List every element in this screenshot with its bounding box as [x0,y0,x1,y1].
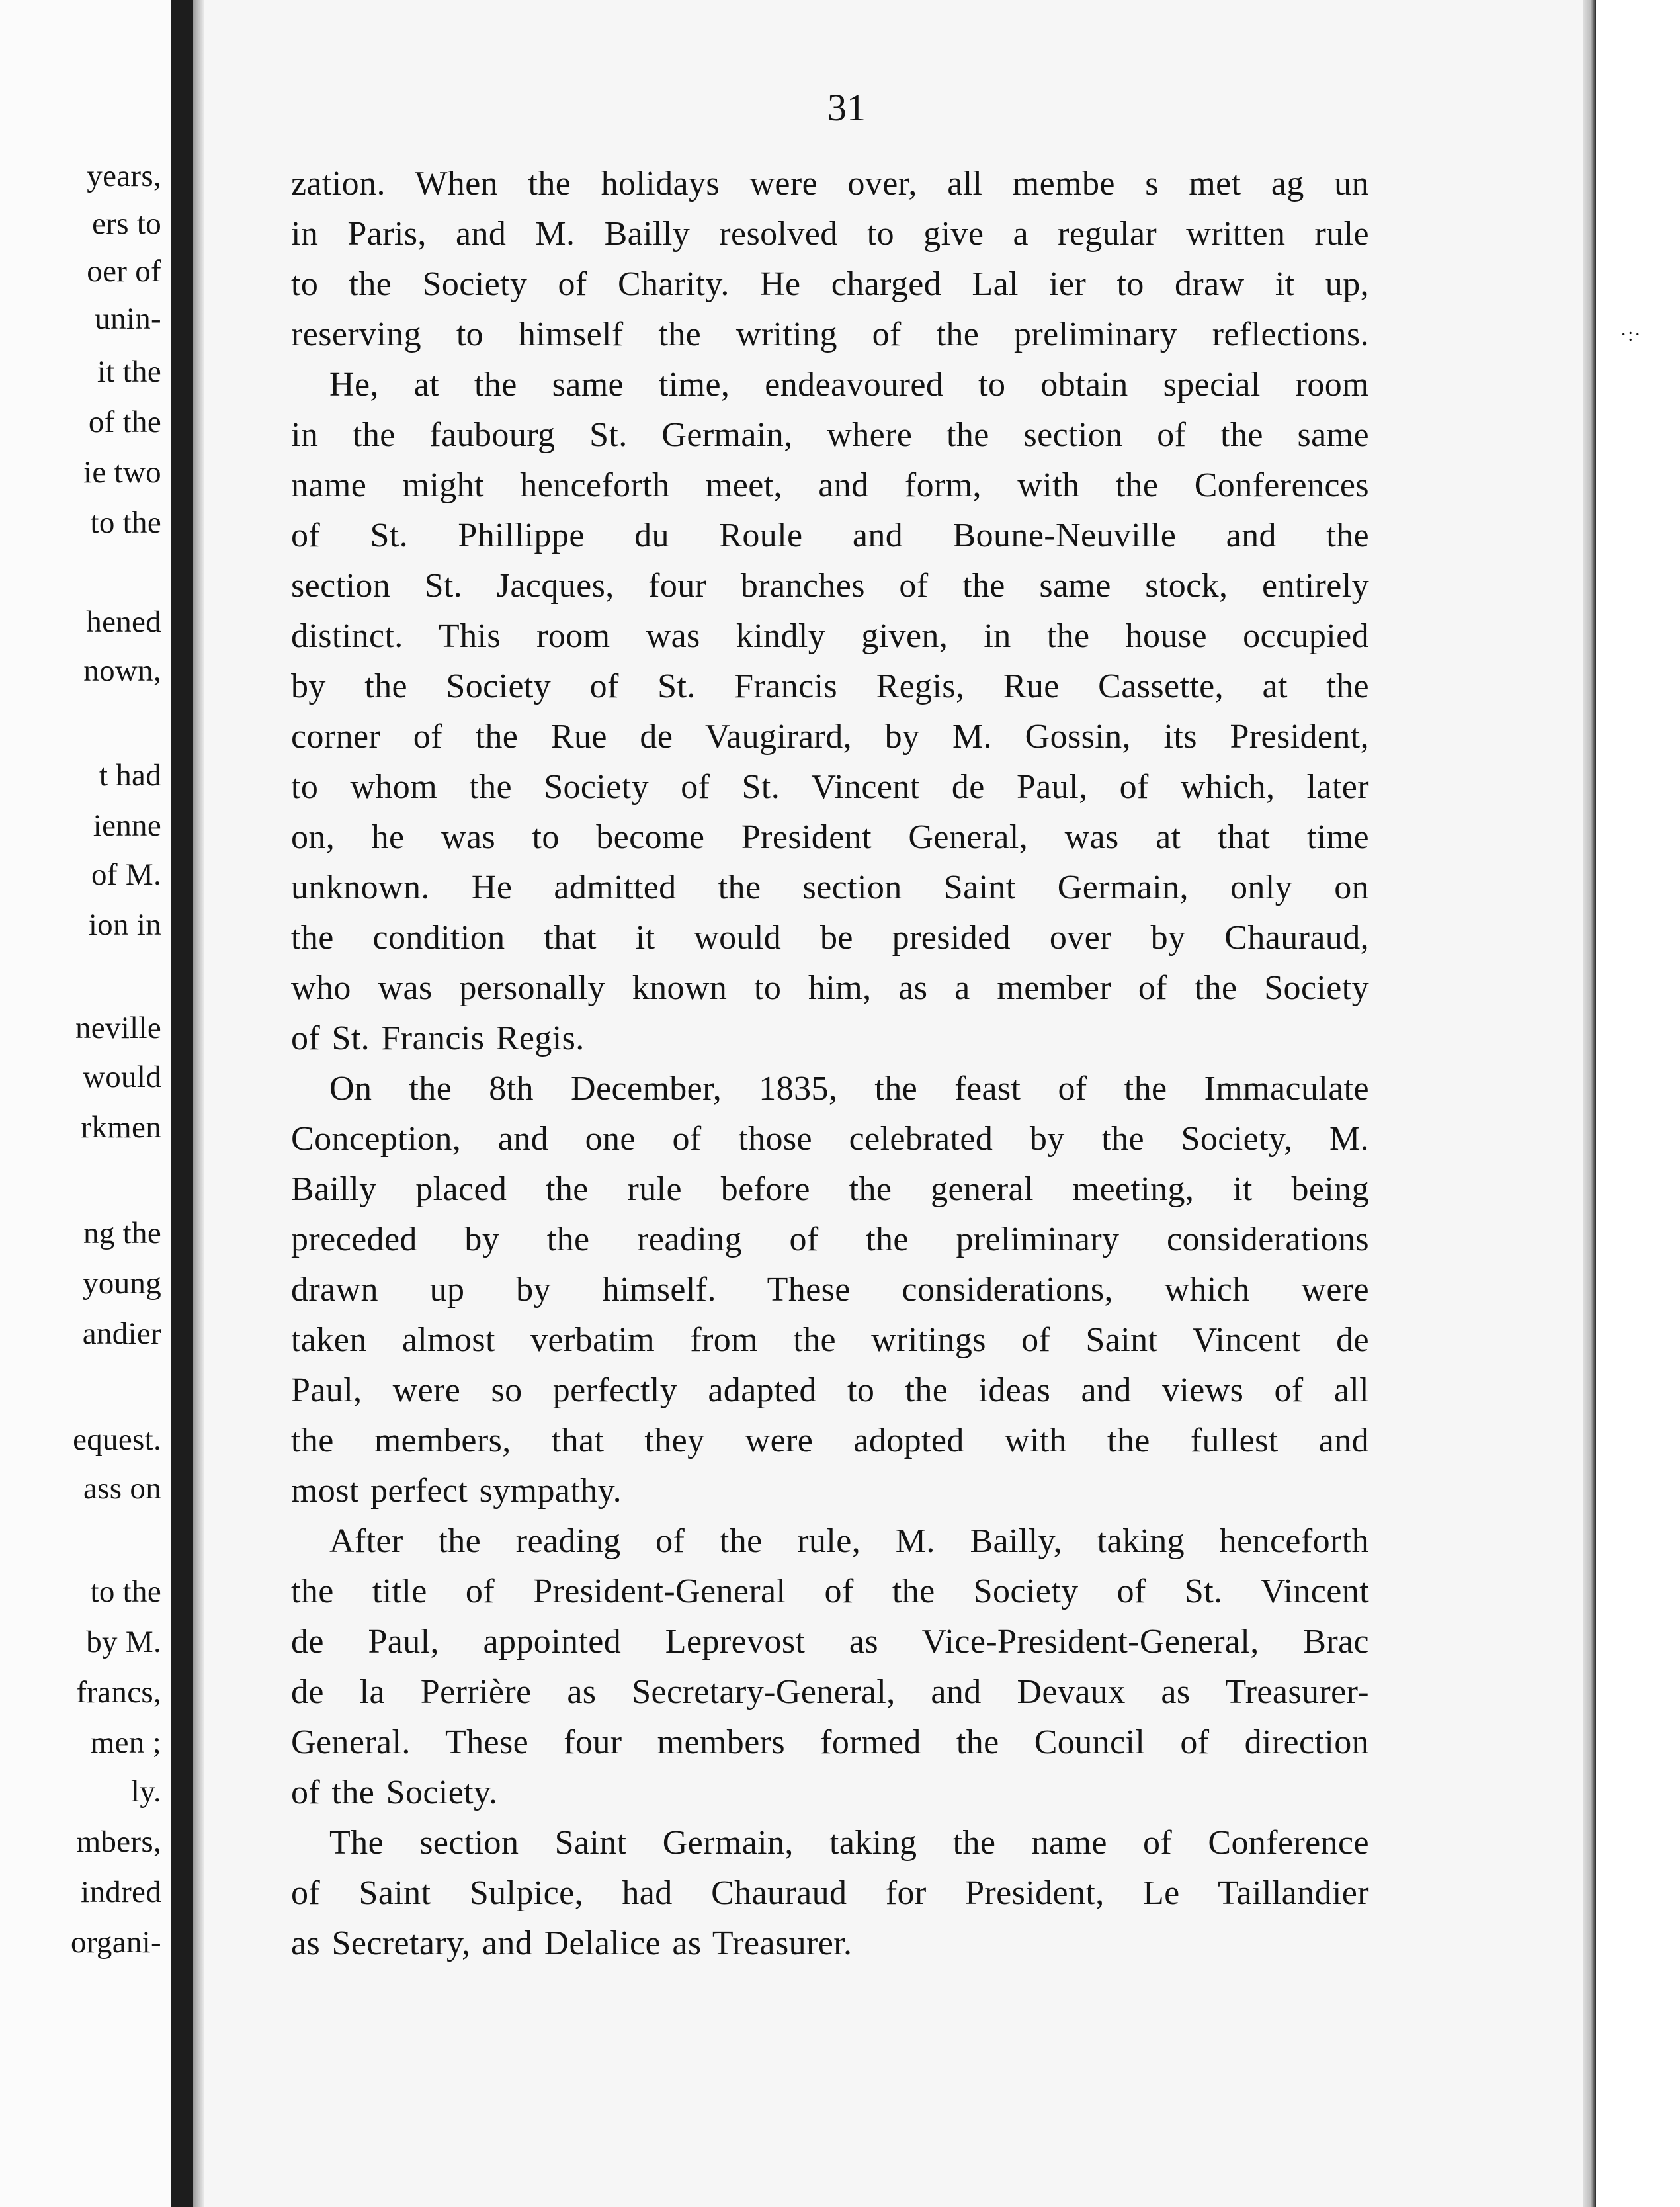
facing-line: ly. [130,1774,161,1809]
facing-line: ie two [83,455,161,490]
text-line: Bailly placed the rule before the general meeting, it being [291,1170,1369,1208]
facing-line: mbers, [76,1825,161,1859]
text-line: most perfect sympathy. [291,1472,622,1510]
facing-line: oer of [87,254,161,288]
text-line: After the reading of the rule, M. Bailly, taking henceforth [329,1522,1369,1560]
text-line: the members, that they were adopted with the fullest and [291,1422,1369,1459]
facing-page-fragment [0,0,171,2207]
facing-line: neville [75,1011,161,1045]
text-line: Paul, were so perfectly adapted to the ideas and views of all [291,1371,1369,1409]
text-line: taken almost verbatim from the writings of Saint Vincent de [291,1321,1369,1359]
facing-line: ers to [92,206,161,241]
text-line: corner of the Rue de Vaugirard, by M. Gossin, its President, [291,718,1369,756]
facing-line: rkmen [81,1110,161,1145]
text-line: of the Society. [291,1774,498,1811]
facing-line: organi- [71,1925,161,1960]
paragraph-1 [291,159,1369,360]
facing-line: of the [88,405,161,439]
gutter-shadow [193,0,204,2207]
text-line: on, he was to become President General, was at that time [291,818,1369,856]
text-line: to whom the Society of St. Vincent de Paul, of which, later [291,768,1369,806]
text-line: On the 8th December, 1835, the feast of the Immaculate [329,1070,1369,1107]
text-line: to the Society of Charity. He charged Lal ier to draw it up, [291,265,1369,303]
text-line: name might henceforth meet, and form, with the Conferences [291,466,1369,504]
facing-line: ng the [83,1216,161,1250]
text-line: section St. Jacques, four branches of the same stock, entirely [291,567,1369,605]
facing-line: ass on [83,1471,161,1506]
text-line: de la Perrière as Secretary-General, and Devaux as Treasurer- [291,1673,1369,1711]
text-line: Conception, and one of those celebrated by the Society, M. [291,1120,1369,1158]
text-line: of Saint Sulpice, had Chauraud for President, Le Taillandier [291,1874,1369,1912]
text-line: of St. Francis Regis. [291,1019,585,1057]
text-line: who was personally known to him, as a member of the Society [291,969,1369,1007]
facing-line: of M. [91,857,161,892]
text-line: as Secretary, and Delalice as Treasurer. [291,1925,853,1962]
text-line: the condition that it would be presided over by Chauraud, [291,919,1369,957]
facing-line: andier [82,1317,161,1351]
facing-line: ion in [88,908,161,942]
book-gutter [171,0,193,2207]
page-edge [1583,0,1596,2207]
facing-line: indred [81,1875,161,1909]
text-line: distinct. This room was kindly given, in the house occupied [291,617,1369,655]
facing-line: men ; [90,1725,161,1760]
facing-line: would [83,1060,161,1094]
text-line: the title of President-General of the Society of St. Vincent [291,1573,1369,1610]
page-number: 31 [827,86,866,129]
text-line: zation. When the holidays were over, all membe s met ag un [291,165,1369,202]
facing-line: t had [99,758,161,793]
facing-line: equest. [73,1422,161,1457]
facing-line: to the [90,505,161,540]
text-line: in Paris, and M. Bailly resolved to give a regular written rule [291,215,1369,253]
facing-line: it the [97,355,161,389]
paragraph-2 [291,360,1369,1064]
text-line: The section Saint Germain, taking the name of Conference [329,1824,1369,1862]
paragraph-3 [291,1064,1369,1516]
facing-line: by M. [86,1625,161,1659]
text-line: drawn up by himself. These considerations, which were [291,1271,1369,1309]
text-line: General. These four members formed the Council of direction [291,1723,1369,1761]
paragraph-5 [291,1818,1369,1969]
facing-line: to the [90,1575,161,1609]
facing-line: ienne [93,808,161,843]
text-line: de Paul, appointed Leprevost as Vice-President-General, Brac [291,1623,1369,1661]
facing-line: francs, [76,1675,161,1709]
facing-line: hened [86,605,161,639]
page-body [291,159,1369,1969]
facing-line: nown, [83,654,161,688]
text-line: reserving to himself the writing of the preliminary reflections. [291,316,1369,353]
text-line: by the Society of St. Francis Regis, Rue Cassette, at the [291,668,1369,705]
paragraph-4 [291,1516,1369,1818]
text-line: He, at the same time, endeavoured to obtain special room [329,366,1369,404]
text-line: in the faubourg St. Germain, where the section of the same [291,416,1369,454]
facing-line: years, [87,159,161,193]
text-line: of St. Phillippe du Roule and Boune-Neuville and the [291,517,1369,554]
text-line: preceded by the reading of the preliminary considerations [291,1221,1369,1258]
text-line: unknown. He admitted the section Saint Germain, only on [291,869,1369,906]
facing-line: young [83,1266,161,1301]
scan-edge-mark: ·:· [1620,325,1642,345]
facing-line: unin- [95,302,161,336]
